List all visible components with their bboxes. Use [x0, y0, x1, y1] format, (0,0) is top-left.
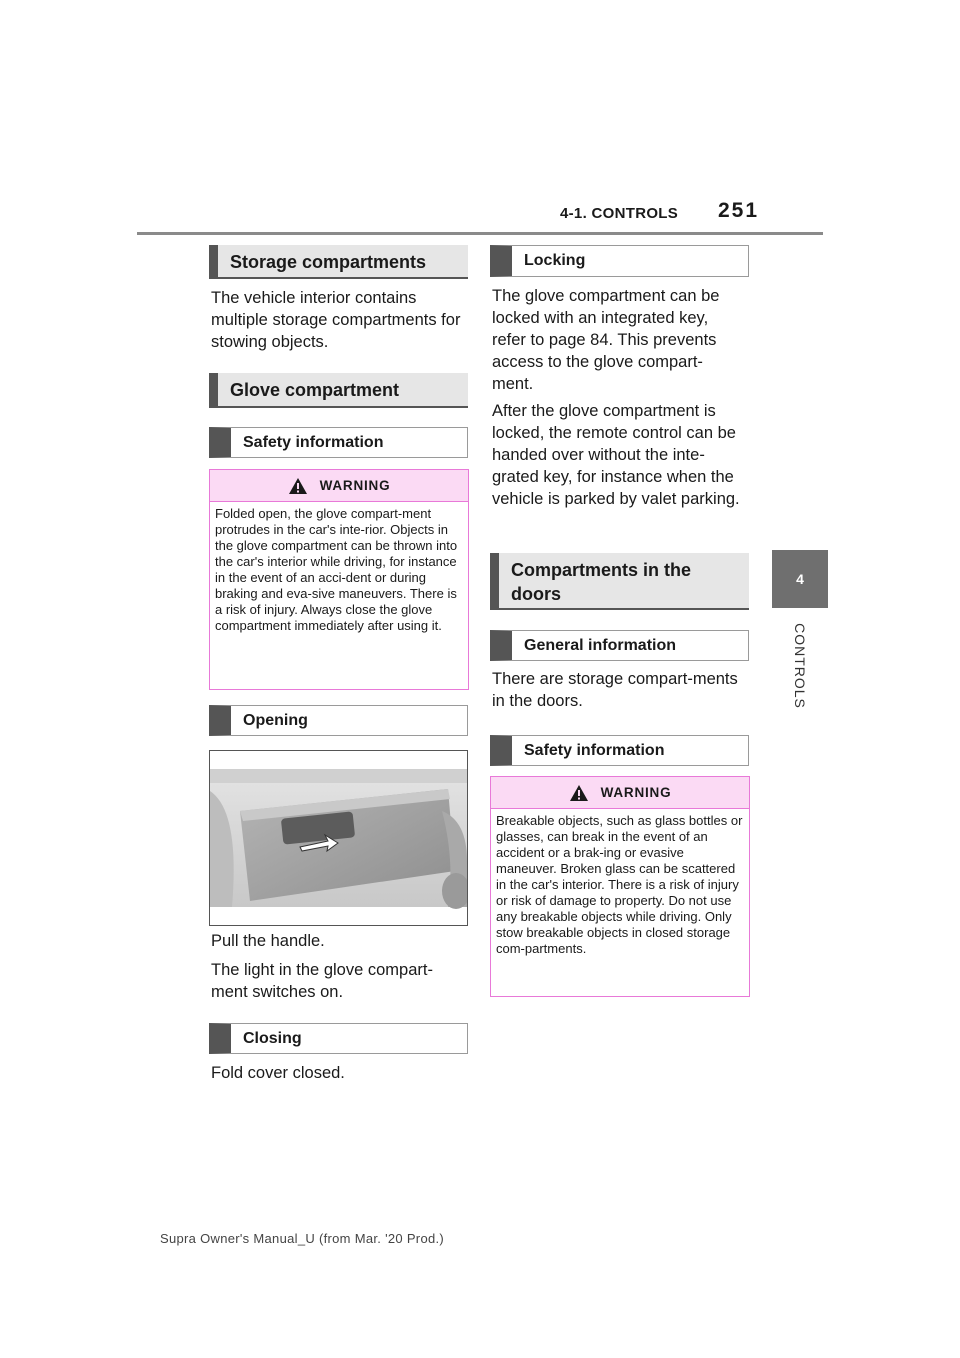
storage-paragraph: The vehicle interior contains multiple storage compartments for stowing objects.	[211, 289, 461, 351]
pull-handle-text: Pull the handle.	[211, 932, 325, 950]
heading-text: Safety information	[243, 434, 384, 451]
heading-glove-compartment	[209, 373, 468, 408]
general-paragraph: There are storage compart-ments in the doors.	[492, 670, 738, 710]
heading-text: Glove compartment	[230, 380, 400, 400]
heading-closing	[209, 1023, 468, 1054]
heading-opening	[209, 705, 468, 736]
after-locking-paragraph: After the glove compartment is locked, the remote control can be handed over without the inte-grated key, for instance when the vehicle is parked by valet parking.	[492, 402, 740, 508]
heading-text: Storage compartments	[230, 252, 427, 272]
header-rule	[137, 232, 823, 235]
heading-text: Closing	[243, 1030, 302, 1047]
glove-compartment-illustration	[210, 751, 467, 925]
heading-general-information	[490, 630, 749, 661]
warning-title: WARNING	[319, 478, 391, 493]
heading-text: Safety information	[524, 742, 665, 759]
fold-cover-text: Fold cover closed.	[211, 1064, 345, 1082]
warning-text: Breakable objects, such as glass bottles or glasses, can break in the event of an accident or a brak-ing or evasive maneuver. Broken glass can be scattered in the car's interior. There is a risk of injury or risk of damage to property. Do not use any breakable objects while driving. Only stow breakable objects in closed storage com-partments.	[496, 813, 743, 956]
light-text: The light in the glove compart-ment switches on.	[211, 961, 433, 1001]
footer-text: Supra Owner's Manual_U (from Mar. '20 Prod.)	[160, 1231, 445, 1246]
heading-safety-information	[209, 427, 468, 458]
heading-locking	[490, 245, 749, 277]
heading-text: General information	[524, 637, 677, 654]
warning-header	[210, 470, 468, 502]
heading-compartments-in-doors	[490, 553, 749, 610]
locking-paragraph: The glove compartment can be locked with an integrated key, refer to page 84. This prevents access to the glove compart-ment.	[492, 287, 720, 393]
chapter-label: CONTROLS	[792, 623, 808, 709]
warning-box-glove	[209, 469, 469, 690]
chapter-number: 4	[796, 571, 804, 587]
chapter-tab	[772, 550, 828, 608]
glove-compartment-figure	[209, 750, 468, 926]
warning-title: WARNING	[600, 785, 672, 800]
warning-triangle-icon	[288, 477, 308, 495]
heading-safety-information-doors	[490, 735, 749, 766]
warning-triangle-icon	[569, 784, 589, 802]
warning-box-doors	[490, 776, 750, 997]
heading-text: Locking	[524, 252, 586, 269]
heading-storage-compartments	[209, 245, 468, 279]
heading-text: Opening	[243, 712, 308, 729]
section-title: 4-1. CONTROLS	[560, 205, 679, 222]
warning-text: Folded open, the glove compart-ment protrudes in the car's inte-rior. Objects in the glove compartment can be thrown into the car's interior while driving, for instance in the event of an acci-dent or during braking and eva-sive maneuvers. There is a risk of injury. Always close the glove compartment immediately after using it.	[215, 506, 458, 633]
heading-text: Compartments in the doors	[511, 560, 692, 604]
page-number: 251	[718, 199, 760, 222]
warning-header	[491, 777, 749, 809]
